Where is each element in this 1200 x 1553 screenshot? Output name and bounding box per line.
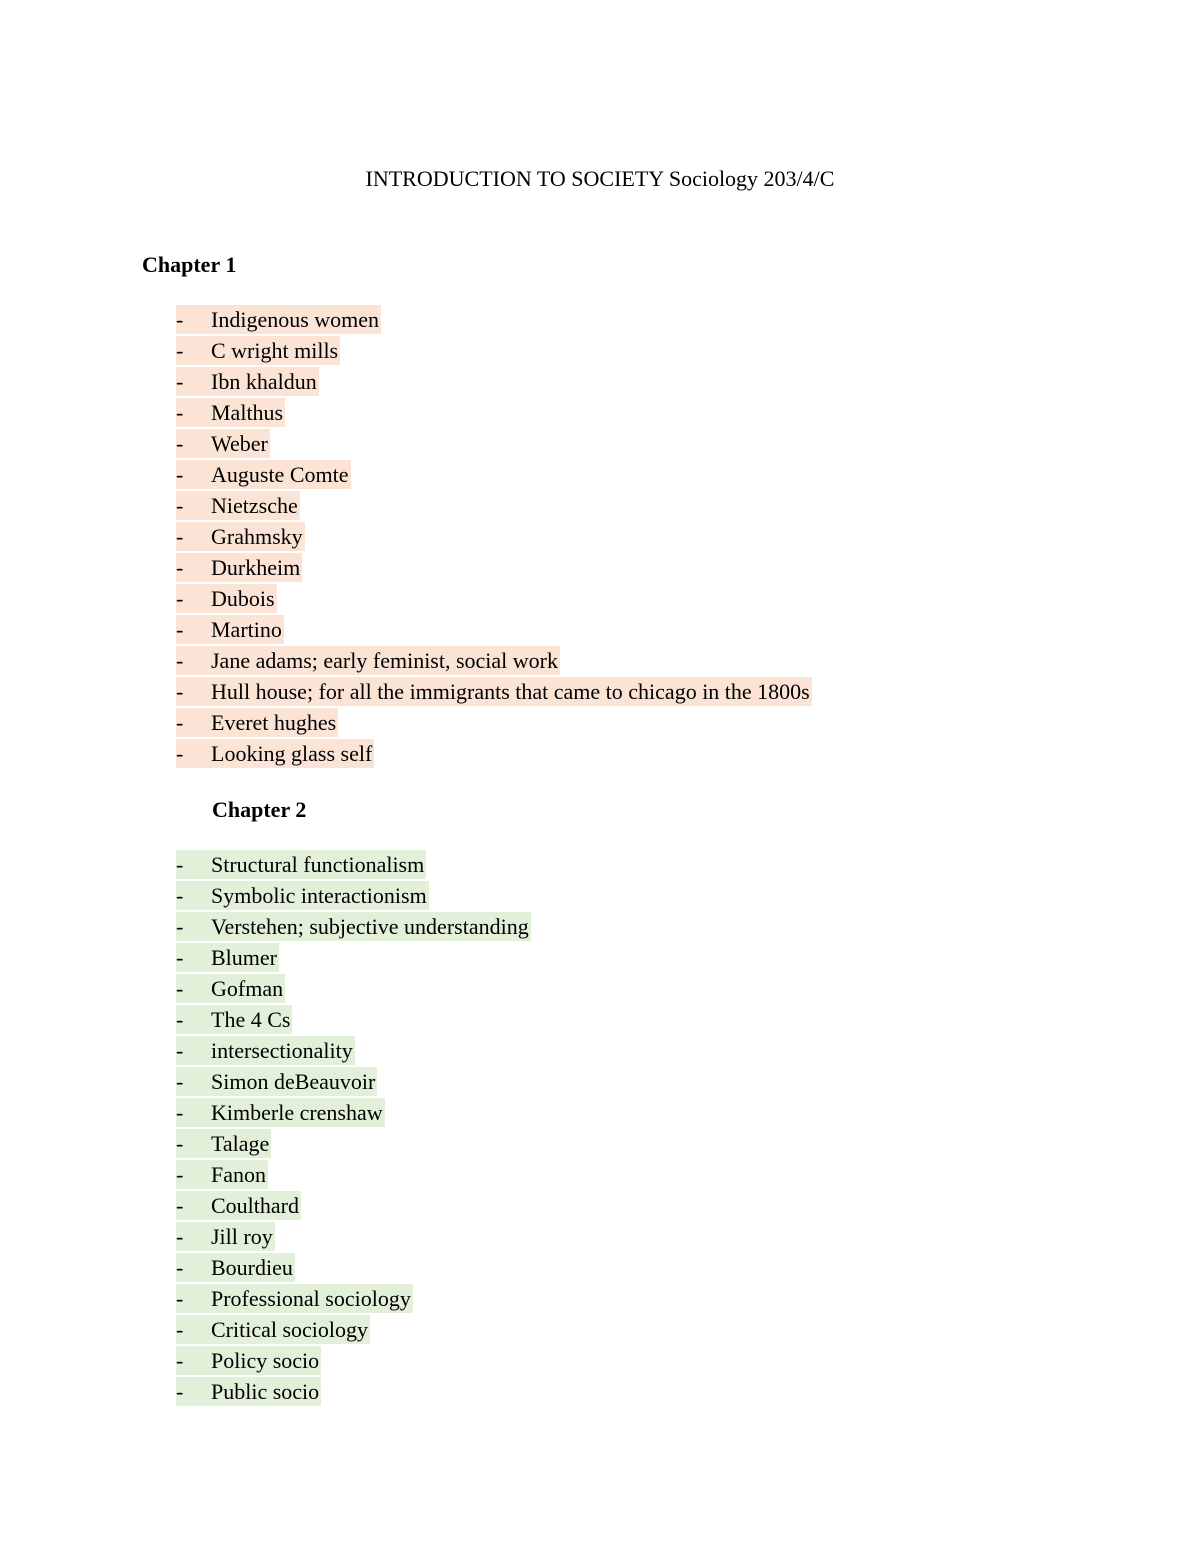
list-item: [176, 1036, 531, 1067]
term-text: Malthus: [211, 400, 284, 425]
list-item: [176, 912, 531, 943]
bullet-dash: -: [176, 976, 184, 1001]
highlighted-term: [176, 615, 284, 644]
term-text: Policy socio: [211, 1348, 320, 1373]
page-title: INTRODUCTION TO SOCIETY Sociology 203/4/C: [365, 166, 835, 191]
term-text: Durkheim: [211, 555, 301, 580]
list-item: [176, 553, 812, 584]
bullet-dash: -: [176, 741, 184, 766]
bullet-dash: -: [176, 945, 184, 970]
list-item: [176, 1005, 531, 1036]
list-item: [176, 1253, 531, 1284]
term-text: Weber: [211, 431, 268, 456]
list-item: [176, 1284, 531, 1315]
bullet-dash: -: [176, 679, 184, 704]
highlighted-term: [176, 1346, 321, 1375]
list-item: [176, 336, 812, 367]
highlighted-term: [176, 1160, 268, 1189]
list-item: [176, 1222, 531, 1253]
term-text: Jane adams; early feminist, social work: [211, 648, 559, 673]
bullet-dash: -: [176, 555, 184, 580]
bullet-dash: -: [176, 369, 184, 394]
term-text: Structural functionalism: [211, 852, 425, 877]
term-text: Symbolic interactionism: [211, 883, 427, 908]
chapter-2-heading: Chapter 2: [212, 797, 307, 822]
list-item: [176, 1160, 531, 1191]
bullet-dash: -: [176, 1255, 184, 1280]
list-item: [176, 615, 812, 646]
term-text: C wright mills: [211, 338, 339, 363]
highlighted-term: [176, 1098, 385, 1127]
bullet-dash: -: [176, 586, 184, 611]
term-text: Coulthard: [211, 1193, 299, 1218]
term-text: Bourdieu: [211, 1255, 293, 1280]
term-text: Simon deBeauvoir: [211, 1069, 376, 1094]
bullet-dash: -: [176, 1193, 184, 1218]
highlighted-term: [176, 305, 381, 334]
bullet-dash: -: [176, 648, 184, 673]
bullet-dash: -: [176, 462, 184, 487]
highlighted-term: [176, 553, 302, 582]
list-item: [176, 974, 531, 1005]
highlighted-term: [176, 584, 277, 613]
bullet-dash: -: [176, 338, 184, 363]
highlighted-term: [176, 881, 429, 910]
highlighted-term: [176, 646, 560, 675]
term-text: Critical sociology: [211, 1317, 369, 1342]
term-text: Professional sociology: [211, 1286, 411, 1311]
list-item: [176, 522, 812, 553]
list-item: [176, 584, 812, 615]
list-item: [176, 708, 812, 739]
term-text: Nietzsche: [211, 493, 298, 518]
highlighted-term: [176, 1222, 275, 1251]
list-item: [176, 398, 812, 429]
term-text: Kimberle crenshaw: [211, 1100, 383, 1125]
bullet-dash: -: [176, 710, 184, 735]
highlighted-term: [176, 943, 279, 972]
term-text: Dubois: [211, 586, 275, 611]
list-item: [176, 1191, 531, 1222]
chapter-2-list: [176, 850, 531, 1408]
highlighted-term: [176, 1129, 271, 1158]
term-text: Everet hughes: [211, 710, 337, 735]
bullet-dash: -: [176, 852, 184, 877]
bullet-dash: -: [176, 883, 184, 908]
highlighted-term: [176, 974, 285, 1003]
highlighted-term: [176, 522, 305, 551]
term-text: Public socio: [211, 1379, 320, 1404]
bullet-dash: -: [176, 1286, 184, 1311]
highlighted-term: [176, 398, 285, 427]
highlighted-term: [176, 708, 338, 737]
term-text: Auguste Comte: [211, 462, 349, 487]
chapter-1-list: [176, 305, 812, 770]
list-item: [176, 677, 812, 708]
term-text: Jill roy: [211, 1224, 273, 1249]
list-item: [176, 1346, 531, 1377]
bullet-dash: -: [176, 524, 184, 549]
term-text: intersectionality: [211, 1038, 353, 1063]
highlighted-term: [176, 1005, 292, 1034]
bullet-dash: -: [176, 1100, 184, 1125]
highlighted-term: [176, 429, 270, 458]
highlighted-term: [176, 912, 531, 941]
bullet-dash: -: [176, 914, 184, 939]
term-text: Hull house; for all the immigrants that came to chicago in the 1800s: [211, 679, 810, 704]
term-text: Looking glass self: [211, 741, 373, 766]
term-text: Grahmsky: [211, 524, 303, 549]
term-text: Indigenous women: [211, 307, 380, 332]
bullet-dash: -: [176, 400, 184, 425]
chapter-1-heading: Chapter 1: [142, 252, 237, 277]
highlighted-term: [176, 1377, 321, 1406]
bullet-dash: -: [176, 431, 184, 456]
list-item: [176, 305, 812, 336]
term-text: Fanon: [211, 1162, 266, 1187]
term-text: Ibn khaldun: [211, 369, 317, 394]
highlighted-term: [176, 1315, 370, 1344]
highlighted-term: [176, 336, 340, 365]
list-item: [176, 367, 812, 398]
list-item: [176, 1067, 531, 1098]
highlighted-term: [176, 367, 319, 396]
highlighted-term: [176, 850, 426, 879]
term-text: Talage: [211, 1131, 270, 1156]
bullet-dash: -: [176, 1038, 184, 1063]
list-item: [176, 1315, 531, 1346]
bullet-dash: -: [176, 493, 184, 518]
bullet-dash: -: [176, 617, 184, 642]
highlighted-term: [176, 1284, 413, 1313]
highlighted-term: [176, 1036, 355, 1065]
highlighted-term: [176, 1067, 377, 1096]
bullet-dash: -: [176, 1069, 184, 1094]
list-item: [176, 491, 812, 522]
list-item: [176, 850, 531, 881]
list-item: [176, 739, 812, 770]
list-item: [176, 1129, 531, 1160]
highlighted-term: [176, 1253, 295, 1282]
list-item: [176, 429, 812, 460]
term-text: Verstehen; subjective understanding: [211, 914, 529, 939]
bullet-dash: -: [176, 1007, 184, 1032]
highlighted-term: [176, 491, 300, 520]
term-text: Martino: [211, 617, 282, 642]
highlighted-term: [176, 677, 812, 706]
list-item: [176, 881, 531, 912]
term-text: Gofman: [211, 976, 284, 1001]
term-text: Blumer: [211, 945, 277, 970]
bullet-dash: -: [176, 307, 184, 332]
list-item: [176, 1098, 531, 1129]
bullet-dash: -: [176, 1224, 184, 1249]
list-item: [176, 1377, 531, 1408]
bullet-dash: -: [176, 1379, 184, 1404]
highlighted-term: [176, 460, 351, 489]
highlighted-term: [176, 739, 374, 768]
list-item: [176, 460, 812, 491]
bullet-dash: -: [176, 1131, 184, 1156]
highlighted-term: [176, 1191, 301, 1220]
term-text: The 4 Cs: [211, 1007, 291, 1032]
list-item: [176, 646, 812, 677]
bullet-dash: -: [176, 1317, 184, 1342]
bullet-dash: -: [176, 1348, 184, 1373]
list-item: [176, 943, 531, 974]
bullet-dash: -: [176, 1162, 184, 1187]
